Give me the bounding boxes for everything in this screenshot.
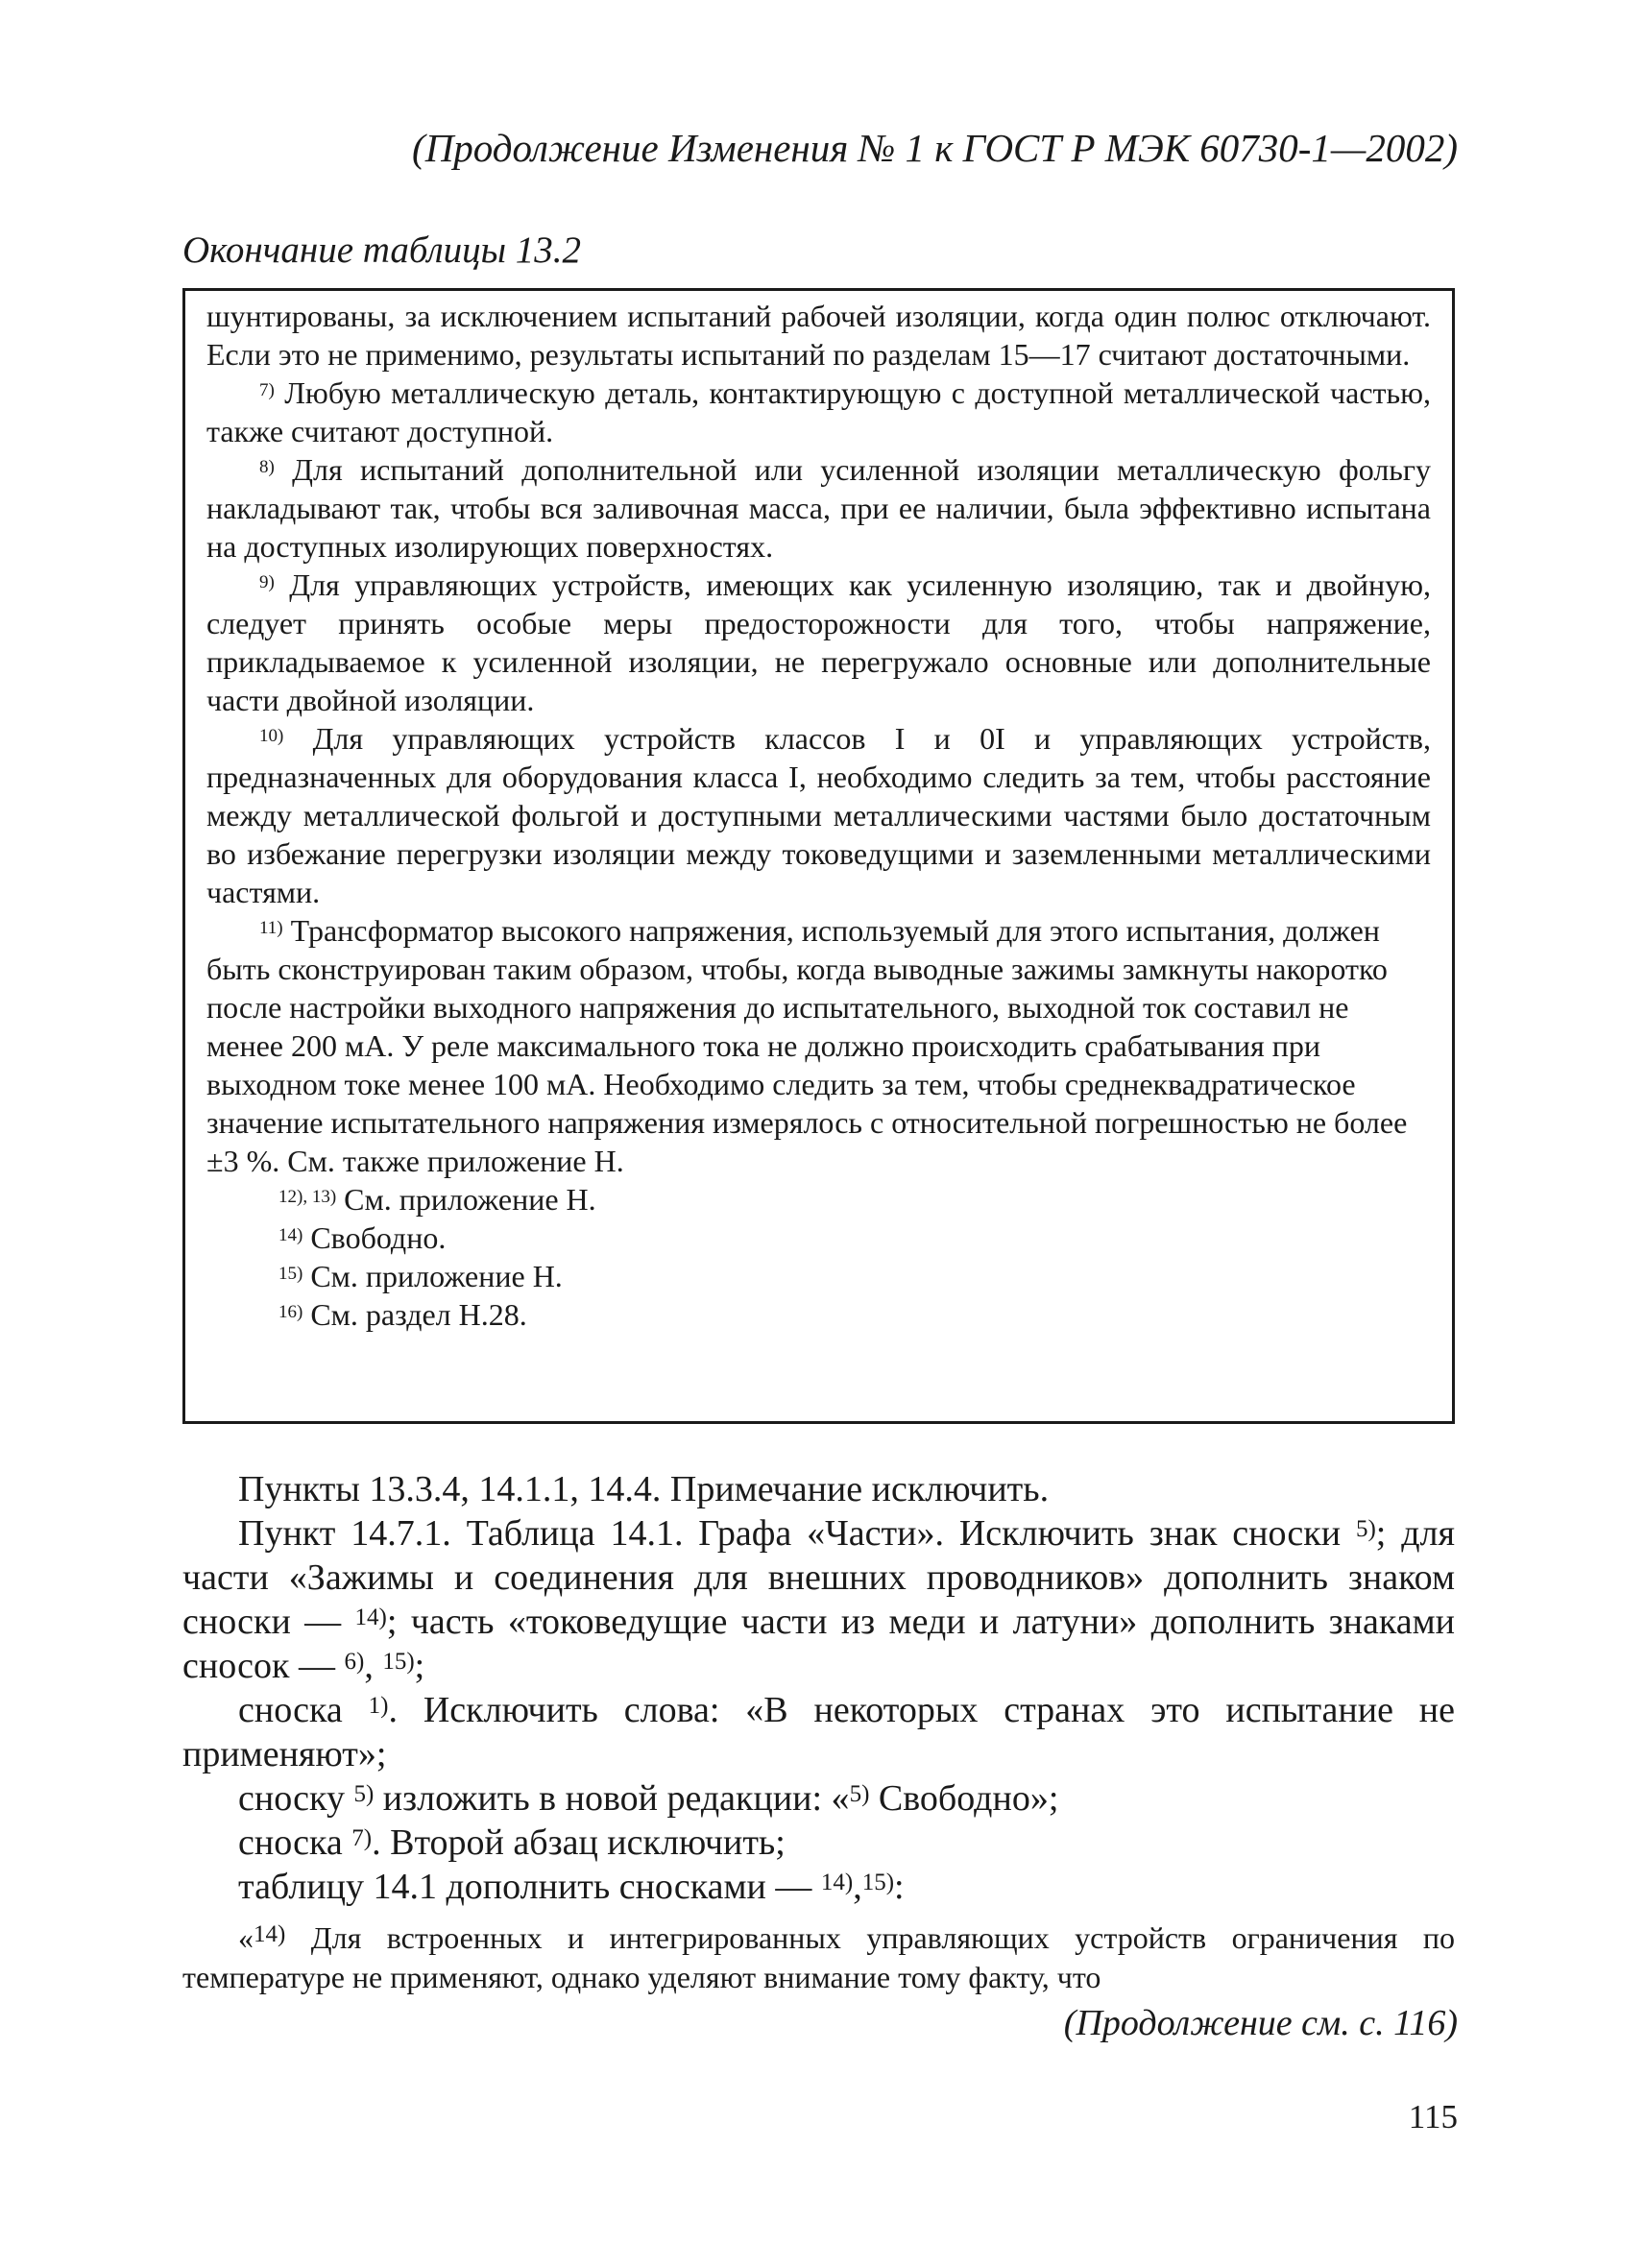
footnote-text: Свободно. — [310, 1220, 447, 1255]
footnote-mark: 14) — [354, 1604, 387, 1630]
footnote-16 — [206, 1295, 1431, 1334]
text-run: . Исключить слова: «В некоторых странах это испытание не применяют»; — [182, 1690, 1455, 1774]
text-run: ; — [414, 1646, 425, 1686]
footnote-text: Трансформатор высокого напряжения, используемый для этого испытания, должен быть сконструирован таким образом, чтобы, когда выводные зажимы замкнуты накоротко после настройки выходного напряжения до испытательного, выходной ток составил не менее 200 мА. У реле максимального тока не должно происходить срабатывания при выходном токе менее 100 мА. Необходимо следить за тем, чтобы среднеквадратическое значение испытательного напряжения измерялось с относительной погрешностью не более ±3 %. См. также приложение Н. — [206, 913, 1408, 1178]
text-run: сноску — [238, 1778, 354, 1819]
text-run: таблицу 14.1 дополнить сносками — — [238, 1867, 821, 1907]
footnote-text: Для управляющих устройств, имеющих как усиленную изоляцию, так и двойную, следует принять особые меры предосторожности для того, чтобы напряжение, прикладываемое к усиленной изоляции, не перегружало основные или дополнительные части двойной изоляции. — [206, 567, 1432, 717]
text-run: изложить в новой редакции: « — [374, 1778, 850, 1819]
footnote-mark: 15) — [278, 1264, 303, 1284]
quoted-footnote-text — [182, 1918, 1455, 1997]
footnote-text: См. приложение Н. — [310, 1259, 563, 1293]
footnote-mark: 15) — [861, 1870, 895, 1895]
footnote-mark: 14) — [820, 1870, 854, 1895]
footnote-mark: 9) — [259, 572, 275, 592]
text-run: сноска — [238, 1690, 369, 1730]
text-run: ; для части «Зажимы и соединения для внешних проводников» дополнить знаком сноски — — [182, 1513, 1455, 1642]
text-run: , — [364, 1646, 383, 1686]
text-run: сноска — [238, 1822, 352, 1863]
text-run: Свободно»; — [869, 1778, 1059, 1819]
footnote-9 — [206, 566, 1431, 719]
text-run: : — [894, 1867, 905, 1907]
page-header: (Продолжение Изменения № 1 к ГОСТ Р МЭК 60730-1—2002) — [412, 126, 1458, 170]
footnote-text: Любую металлическую деталь, контактирующую с доступной металлической частью, также считают доступной. — [206, 375, 1431, 448]
page-number: 115 — [1408, 2098, 1458, 2135]
table-intro-text: шунтированы, за исключением испытаний рабочей изоляции, когда один полюс отключают. Если это не применимо, результаты испытаний по разделам 15—17 считают достаточными. — [206, 299, 1431, 372]
footnote-mark: 14) — [278, 1225, 303, 1245]
text-run: « — [238, 1920, 254, 1955]
table-caption: Окончание таблицы 13.2 — [182, 229, 581, 271]
text-run: Пункт 14.7.1. Таблица 14.1. Графа «Части». Исключить знак сноски — [238, 1513, 1356, 1554]
footnote-mark: 8) — [259, 457, 275, 477]
amendment-paragraph — [182, 1688, 1455, 1776]
amendment-paragraph — [182, 1821, 1455, 1865]
text-run: Для встроенных и интегрированных управляющих устройств ограничения по температуре не применяют, однако уделяют внимание тому факту, что — [182, 1920, 1455, 1994]
quoted-footnote — [182, 1918, 1455, 1997]
footnote-mark: 10) — [259, 726, 284, 746]
footnote-mark: 5) — [1355, 1516, 1376, 1542]
footnote-mark: 14) — [254, 1921, 286, 1947]
footnote-text: См. раздел Н.28. — [310, 1297, 527, 1332]
amendment-paragraph: Пункты 13.3.4, 14.1.1, 14.4. Примечание исключить. — [238, 1469, 1050, 1509]
footnote-mark: 11) — [259, 918, 283, 938]
amendment-paragraph — [182, 1776, 1455, 1821]
footnote-8 — [206, 450, 1431, 566]
footnote-11 — [206, 911, 1431, 1180]
footnote-mark: 7) — [351, 1825, 373, 1851]
footnote-mark: 5) — [353, 1781, 375, 1807]
footnote-mark: 15) — [382, 1649, 415, 1675]
amendment-paragraph — [182, 1511, 1455, 1688]
text-run: . Второй абзац исключить; — [372, 1822, 786, 1863]
footnote-text: См. приложение Н. — [344, 1182, 596, 1217]
footnote-text: Для управляющих устройств классов I и 0I и управляющих устройств, предназначенных для оборудования класса I, необходимо следить за тем, чтобы расстояние между металлической фольгой и доступными металлическими частями было достаточным во избежание перегрузки изоляции между токоведущими и заземленными металлическими частями. — [206, 721, 1432, 909]
footnote-mark: 7) — [259, 380, 275, 400]
text-run: , — [853, 1867, 862, 1907]
footnote-12-13 — [206, 1180, 1431, 1218]
footnote-14 — [206, 1218, 1431, 1257]
amendment-paragraph — [182, 1865, 1455, 1909]
footnote-text: Для испытаний дополнительной или усиленной изоляции металлическую фольгу накладывают так, чтобы вся заливочная масса, при ее наличии, была эффективно испытана на доступных изолирующих поверхностях. — [206, 452, 1432, 564]
footnote-table — [182, 288, 1455, 1424]
footnote-mark: 12), 13) — [278, 1187, 337, 1207]
continuation-note: (Продолжение см. с. 116) — [1063, 2003, 1458, 2043]
footnote-mark: 16) — [278, 1302, 303, 1322]
amendment-body — [182, 1467, 1455, 1909]
footnote-15 — [206, 1257, 1431, 1295]
text-run: ; часть «токоведущие части из меди и латуни» дополнить знаками сносок — — [182, 1602, 1456, 1686]
footnote-mark: 1) — [368, 1693, 389, 1719]
footnote-7 — [206, 374, 1431, 450]
footnote-10 — [206, 719, 1431, 911]
footnote-mark: 6) — [344, 1649, 365, 1675]
footnote-mark: 5) — [849, 1781, 870, 1807]
